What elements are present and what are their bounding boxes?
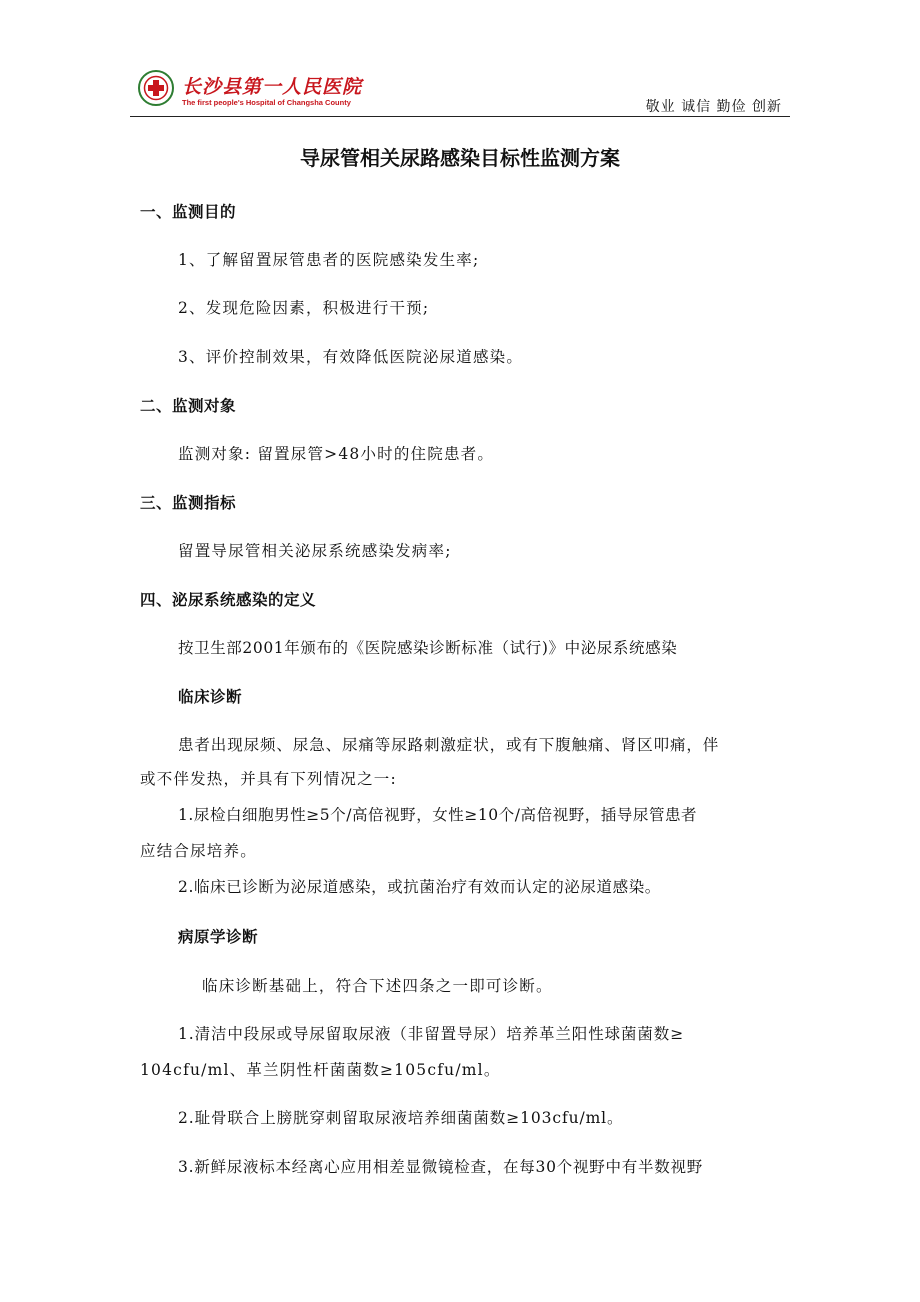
list-item: 1、了解留置尿管患者的医院感染发生率;: [178, 251, 480, 269]
paragraph: 1.尿检白细胞男性≥5个/高倍视野，女性≥10个/高倍视野，插导尿管患者: [178, 806, 698, 824]
paragraph: 临床诊断基础上，符合下述四条之一即可诊断。: [202, 977, 553, 995]
paragraph: 按卫生部2001年颁布的《医院感染诊断标准（试行)》中泌尿系统感染: [178, 639, 678, 657]
section-heading: 四、泌尿系统感染的定义: [140, 591, 317, 609]
hospital-motto: 敬业 诚信 勤俭 创新: [645, 99, 782, 115]
list-item: 2.耻骨联合上膀胱穿刺留取尿液培养细菌菌数≥103cfu/ml。: [178, 1109, 624, 1127]
hospital-name-cn: 长沙县第一人民医院: [182, 76, 363, 98]
page-header: [130, 62, 790, 116]
hospital-name-en: The first people's Hospital of Changsha County: [182, 98, 351, 107]
paragraph: 或不伴发热，并具有下列情况之一:: [140, 770, 397, 788]
document-title: 导尿管相关尿路感染目标性监测方案: [300, 146, 620, 170]
list-item: 104cfu/ml、革兰阴性杆菌菌数≥105cfu/ml。: [140, 1061, 501, 1079]
subsection-heading: 临床诊断: [178, 688, 243, 706]
list-item: 1.清洁中段尿或导尿留取尿液（非留置导尿）培养革兰阳性球菌菌数≥: [178, 1025, 685, 1043]
paragraph: 留置导尿管相关泌尿系统感染发病率;: [178, 542, 452, 560]
section-heading: 一、监测目的: [140, 203, 237, 221]
section-heading: 二、监测对象: [140, 397, 237, 415]
paragraph: 应结合尿培养。: [140, 842, 257, 860]
list-item: 3.新鲜尿液标本经离心应用相差显微镜检查，在每30个视野中有半数视野: [178, 1158, 704, 1176]
hospital-logo-icon: [138, 70, 174, 106]
paragraph: 患者出现尿频、尿急、尿痛等尿路刺激症状，或有下腹触痛、肾区叩痛，伴: [178, 736, 720, 754]
list-item: 3、评价控制效果，有效降低医院泌尿道感染。: [178, 348, 524, 366]
section-heading: 三、监测指标: [140, 494, 237, 512]
header-divider: [130, 116, 790, 117]
list-item: 2、发现危险因素，积极进行干预;: [178, 299, 430, 317]
paragraph: 2.临床已诊断为泌尿道感染，或抗菌治疗有效而认定的泌尿道感染。: [178, 878, 661, 896]
subsection-heading: 病原学诊断: [178, 928, 259, 946]
paragraph: 监测对象: 留置尿管>48小时的住院患者。: [178, 445, 495, 463]
